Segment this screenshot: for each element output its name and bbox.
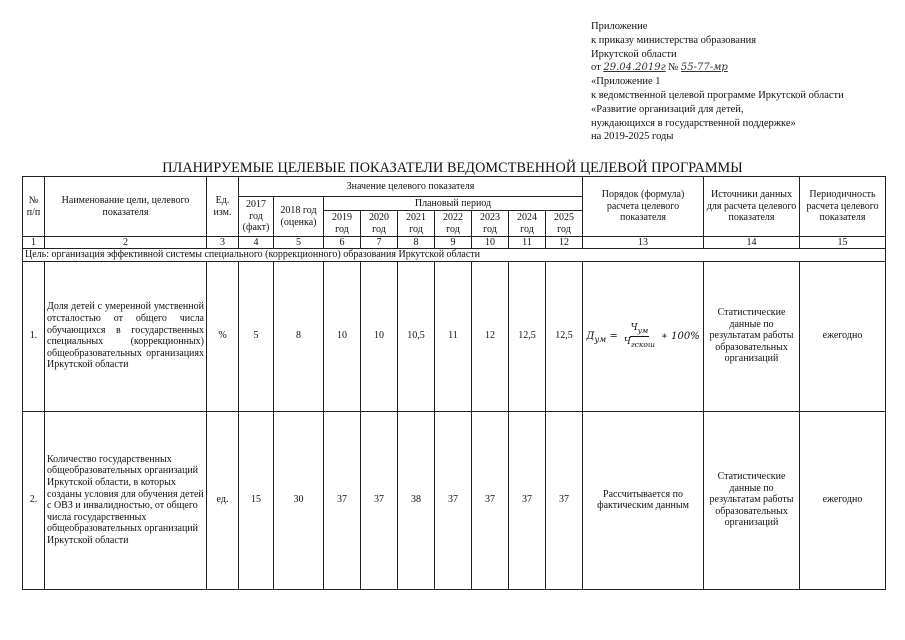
periodicity-cell: ежегодно: [800, 411, 886, 589]
indicator-name: Доля детей с умеренной умственной отсталостью от общего числа обучающихся в государственных специальных (коррекционных) общеобразовательных организациях Иркутской области: [45, 261, 207, 411]
unit-cell: %: [207, 261, 239, 411]
number-prefix: №: [668, 62, 679, 74]
denominator-sub: гскош: [630, 339, 655, 349]
header-year: 2024 год: [509, 211, 546, 237]
plan-value: 37: [361, 411, 398, 589]
appendix-line: к ведомственной целевой программе Иркутской области: [591, 89, 844, 101]
formula-tail: ∗ 100%: [661, 330, 700, 342]
indicators-table: [22, 176, 886, 590]
formula-lhs-sub: ум: [594, 333, 607, 344]
plan-value: 10: [324, 261, 361, 411]
plan-value: 12: [472, 261, 509, 411]
value-2018: 30: [274, 411, 324, 589]
plan-value: 37: [324, 411, 361, 589]
plan-value: 12,5: [509, 261, 546, 411]
column-number: 9: [435, 237, 472, 249]
numerator-symbol: Ч: [630, 322, 638, 333]
column-number: 8: [398, 237, 435, 249]
formula-numerator: [630, 323, 650, 337]
denominator-symbol: Ч: [623, 336, 631, 347]
plan-value: 37: [435, 411, 472, 589]
header-plan-period: Плановый период: [324, 197, 583, 211]
sources-cell: Статистические данные по результатам работы образовательных организаций: [704, 261, 800, 411]
header-year: 2020 год: [361, 211, 398, 237]
column-number: 11: [509, 237, 546, 249]
plan-value: 11: [435, 261, 472, 411]
column-number: 2: [45, 237, 207, 249]
appendix-header: [591, 20, 891, 144]
plan-value: 37: [509, 411, 546, 589]
formula-fraction: [623, 323, 656, 350]
plan-value: 10: [361, 261, 398, 411]
sources-cell: Статистические данные по результатам работы образовательных организаций: [704, 411, 800, 589]
row-number: 2.: [23, 411, 45, 589]
column-number: 5: [274, 237, 324, 249]
column-number: 6: [324, 237, 361, 249]
header-name: Наименование цели, целевого показателя: [45, 177, 207, 237]
appendix-line: «Развитие организаций для детей,: [591, 103, 744, 115]
handwritten-number: 55-77-мр: [680, 62, 728, 74]
column-number: 4: [239, 237, 274, 249]
appendix-line: «Приложение 1: [591, 76, 661, 88]
document-title: ПЛАНИРУЕМЫЕ ЦЕЛЕВЫЕ ПОКАЗАТЕЛИ ВЕДОМСТВЕННОЙ ЦЕЛЕВОЙ ПРОГРАММЫ: [162, 160, 743, 176]
indicator-name: Количество государственных общеобразовательных организаций Иркутской области, в которых созданы условия для обучения детей с ОВЗ и инвалидностью, от общего числа государственных общеобразовательных организаций Иркутской области: [45, 411, 207, 589]
column-number: 10: [472, 237, 509, 249]
value-2018: 8: [274, 261, 324, 411]
header-year: 2021 год: [398, 211, 435, 237]
header-formula: Порядок (формула) расчета целевого показателя: [583, 177, 704, 237]
ot-prefix: от: [591, 62, 601, 74]
header-year: 2022 год: [435, 211, 472, 237]
order-date-number-line: [591, 61, 891, 75]
share-formula: $Д_{ум}$ = $\frac{Ч_{ум}}{Ч_{гскош}}$ ∗ 100%: [586, 322, 700, 349]
header-year: 2019 год: [324, 211, 361, 237]
header-periodicity: Периодичность расчета целевого показателя: [800, 177, 886, 237]
column-number: 15: [800, 237, 886, 249]
header-line: Приложение: [591, 21, 648, 32]
formula-denominator: [623, 337, 656, 350]
goal-row: Цель: организация эффективной системы специального (коррекционного) образования Иркутской области: [23, 249, 886, 262]
plan-value: 37: [546, 411, 583, 589]
handwritten-date: 29.04.2019г: [603, 62, 666, 74]
periodicity-cell: ежегодно: [800, 261, 886, 411]
numerator-sub: ум: [637, 325, 649, 335]
header-2018: 2018 год (оценка): [274, 197, 324, 237]
column-number: 14: [704, 237, 800, 249]
formula-cell: [583, 261, 704, 411]
appendix-line: нуждающихся в государственной поддержке»: [591, 117, 796, 129]
table-row: [23, 261, 886, 411]
header-num: № п/п: [23, 177, 45, 237]
formula-lhs: Д: [586, 330, 595, 342]
table-row: [23, 411, 886, 589]
plan-value: 12,5: [546, 261, 583, 411]
value-2017: 5: [239, 261, 274, 411]
header-sources: Источники данных для расчета целевого показателя: [704, 177, 800, 237]
column-number: 12: [546, 237, 583, 249]
header-year: 2025 год: [546, 211, 583, 237]
column-number: 3: [207, 237, 239, 249]
header-line: к приказу министерства образования: [591, 34, 757, 46]
column-number: 7: [361, 237, 398, 249]
header-2017: 2017 год (факт): [239, 197, 274, 237]
value-2017: 15: [239, 411, 274, 589]
plan-value: 38: [398, 411, 435, 589]
column-number: 13: [583, 237, 704, 249]
row-number: 1.: [23, 261, 45, 411]
column-number: 1: [23, 237, 45, 249]
plan-value: 37: [472, 411, 509, 589]
header-year: 2023 год: [472, 211, 509, 237]
header-unit: Ед. изм.: [207, 177, 239, 237]
appendix-line: на 2019-2025 годы: [591, 131, 674, 143]
formula-cell: Рассчитывается по фактическим данным: [583, 411, 704, 589]
unit-cell: ед.: [207, 411, 239, 589]
header-values-group: Значение целевого показателя: [239, 177, 583, 197]
header-line: Иркутской области: [591, 48, 677, 60]
plan-value: 10,5: [398, 261, 435, 411]
